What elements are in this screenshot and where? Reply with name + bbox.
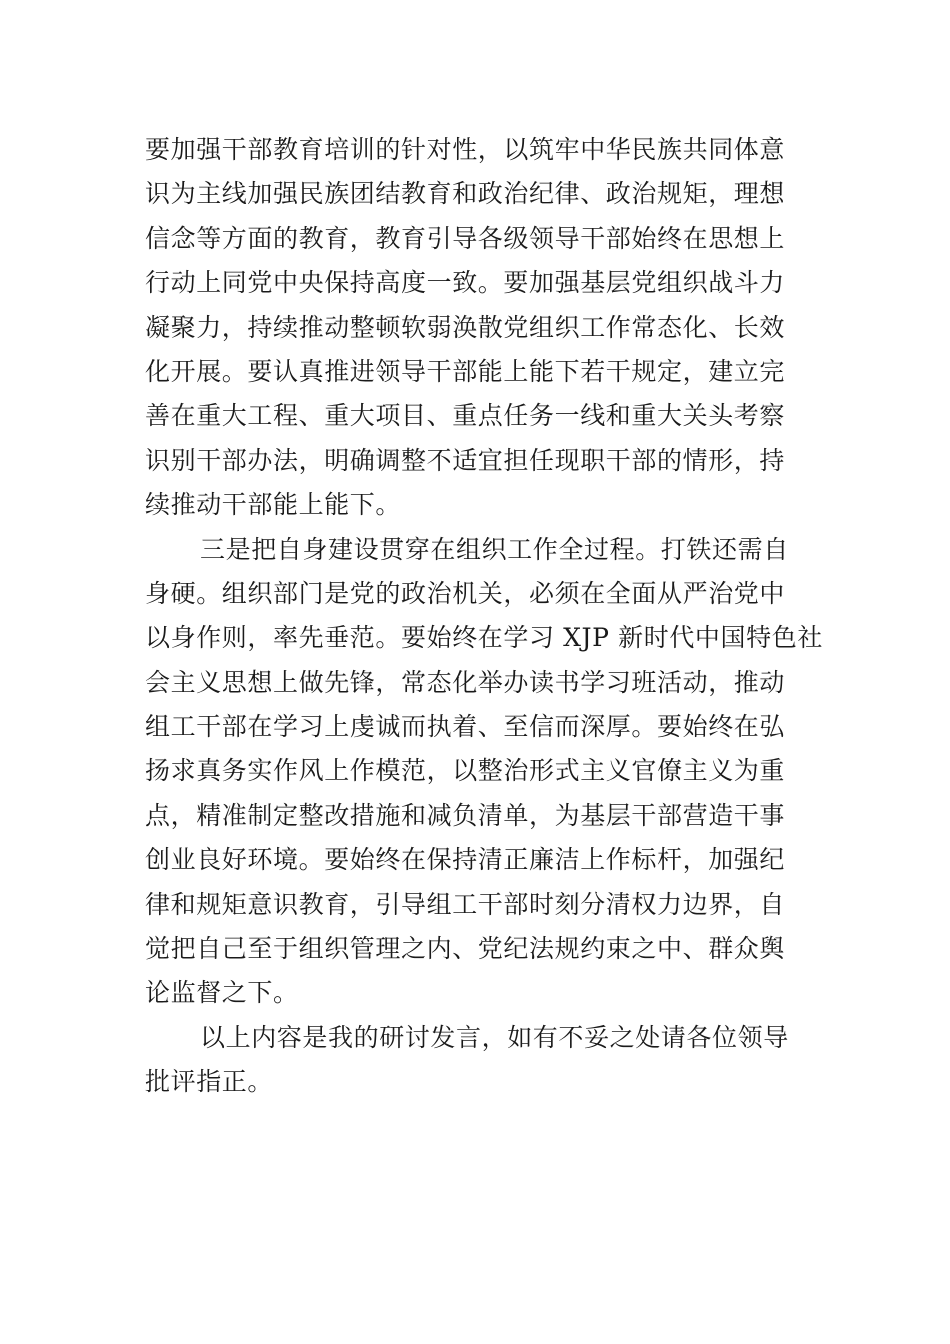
text-line: 续推动干部能上能下。 [145,490,402,520]
text-line: 扬求真务实作风上作模范，以整治形式主义官僚主义为重 [145,756,786,786]
text-line: 行动上同党中央保持高度一致。要加强基层党组织战斗力 [145,268,786,298]
text-line: 会主义思想上做先锋，常态化举办读书学习班活动，推动 [145,667,786,697]
text-line: 善在重大工程、重大项目、重点任务一线和重大关头考察 [145,401,786,431]
text-line: 觉把自己至于组织管理之内、党纪法规约束之中、群众舆 [145,934,786,964]
text-line: 身硬。组织部门是党的政治机关，必须在全面从严治党中 [145,578,786,608]
text-line: 批评指正。 [145,1067,274,1097]
text-line: 识为主线加强民族团结教育和政治纪律、政治规矩，理想 [145,179,786,209]
paragraph [145,128,810,528]
text-line: 以身作则，率先垂范。要始终在学习 XJP 新时代中国特色社 [145,623,823,653]
document-body [145,128,823,1105]
text-line: 信念等方面的教育，教育引导各级领导干部始终在思想上 [145,223,786,253]
text-line: 三是把自身建设贯穿在组织工作全过程。打铁还需自 [200,534,789,564]
text-line: 要加强干部教育培训的针对性，以筑牢中华民族共同体意 [145,135,786,164]
text-line: 凝聚力，持续推动整顿软弱涣散党组织工作常态化、长效 [145,312,786,342]
text-line: 创业良好环境。要始终在保持清正廉洁上作标杆，加强纪 [145,845,786,875]
text-line: 识别干部办法，明确调整不适宜担任现职干部的情形，持 [145,445,786,475]
text-line: 律和规矩意识教育，引导组工干部时刻分清权力边界，自 [145,889,786,919]
text-line: 以上内容是我的研讨发言，如有不妥之处请各位领导 [200,1022,789,1052]
text-line: 论监督之下。 [145,978,299,1008]
text-line: 点，精准制定整改措施和减负清单，为基层干部营造干事 [145,800,786,830]
paragraph [145,528,823,1016]
text-line: 组工干部在学习上虔诚而执着、至信而深厚。要始终在弘 [145,712,786,742]
text-line: 化开展。要认真推进领导干部能上能下若干规定，建立完 [145,356,786,386]
paragraph [145,1016,810,1105]
